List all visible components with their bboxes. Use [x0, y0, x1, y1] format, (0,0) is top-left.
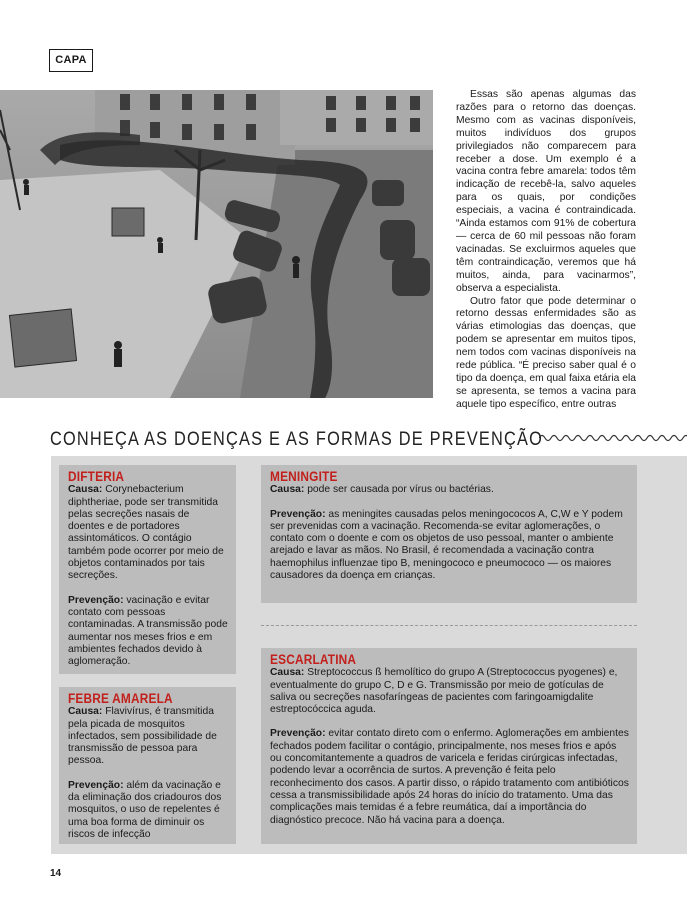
prevention-text: vacinação e evitar contato com pessoas contaminadas. A transmissão pode aumentar nos meses frios e em ambientes fechados devido à aglomeração.: [68, 594, 228, 668]
wavy-line-decoration: [539, 432, 687, 444]
intro-text: [456, 89, 636, 412]
disease-cause: [68, 706, 228, 767]
cause-label: Causa:: [270, 484, 305, 496]
page-number: 14: [50, 868, 62, 879]
section-heading-text: CONHEÇA AS DOENÇAS E AS FORMAS DE PREVENÇÃO: [50, 429, 544, 450]
disease-card-difteria: [59, 465, 236, 674]
cause-text: pode ser causada por vírus ou bactérias.: [304, 484, 494, 496]
prevention-label: Prevenção:: [270, 508, 326, 520]
intro-paragraph: Essas são apenas algumas das razões para o retorno das doenças. Mesmo com as vacinas disponíveis, muitos indivíduos dos grupos privilegiados não comparecem para receber a dose. Um exemplo é a vacina contra febre amarela: todos têm indicação de recebê-la, salvo aqueles para os quais, por condições especiais, a vacina é contraindicada. “Ainda estamos com 91% de cobertura — cerca de 60 mil pessoas não foram vacinadas. Se excluirmos aqueles que têm contraindicação, veremos que há muitos, ainda, para vacinarmos”, observa a especialista.: [456, 89, 636, 294]
disease-title: MENINGITE: [270, 469, 338, 484]
cause-text: Streptococcus ß hemolítico do grupo A (Streptococcus pyogenes) e, eventualmente do grupo C, D e G. Transmissão por meio de gotículas de saliva ou secreções nasofaríngeas de pacientes com faringoamigdalite estreptocóccica aguda.: [270, 667, 618, 716]
disease-title: ESCARLATINA: [270, 652, 357, 667]
disease-title: DIFTERIA: [68, 469, 125, 484]
prevention-label: Prevenção:: [270, 728, 326, 740]
vaccination-queue-photo: [0, 90, 433, 398]
intro-paragraph: Outro fator que pode determinar o retorno dessas enfermidades são as várias etimologias das doenças, que podem se apresentar em muitos tipos, nem todos com vacinas disponíveis na rede pública. “É preciso saber qual é o tipo da doença, em qual faixa etária ela se apresenta, se temos a vacina para aquele tipo específico, entre outras: [456, 295, 636, 410]
disease-cause: [270, 667, 629, 716]
prevention-label: Prevenção:: [68, 594, 124, 606]
disease-cause: [270, 484, 629, 496]
disease-prevention: [270, 728, 629, 826]
vaccination-queue-photo-illustration: [0, 90, 433, 398]
disease-card-febre-amarela: [59, 687, 236, 844]
prevention-text: as meningites causadas pelos meningococos A, C,W e Y podem ser prevenidas com a vacinação. Recomenda-se evitar aglomerações, o contato com o doente e com os objetos de uso pessoal, manter o ambiente arejado e lavar as mãos. No Brasil, é recomendada a vacinação contra haemophilus influenzae tipo B, meningococo e pneumococo — os maiores causadores da doença em crianças.: [270, 508, 623, 582]
cause-text: Flavivírus, é transmitida pela picada de mosquitos infectados, sem possibilidade de transmissão de pessoa para pessoa.: [68, 706, 217, 767]
prevention-label: Prevenção:: [68, 779, 124, 791]
cause-label: Causa:: [68, 484, 103, 496]
cause-label: Causa:: [68, 706, 103, 718]
disease-title: FEBRE AMARELA: [68, 691, 173, 706]
cause-label: Causa:: [270, 667, 305, 679]
disease-card-escarlatina: [261, 648, 637, 844]
disease-prevention: [270, 509, 629, 583]
disease-prevention: [68, 595, 228, 669]
disease-cause: [68, 484, 228, 582]
disease-card-meningite: [261, 465, 637, 603]
prevention-text: além da vacinação e da eliminação dos criadouros dos mosquitos, o uso de repelentes é uma boa forma de diminuir os riscos de infecção: [68, 779, 222, 840]
card-divider: [261, 625, 637, 626]
cause-text: Corynebacterium diphtheriae, pode ser transmitida pelas secreções nasais de doentes e de portadores assintomáticos. O contágio também pode ocorrer por meio de objetos contaminados por tais secreções.: [68, 484, 224, 582]
section-heading: [50, 427, 687, 453]
section-tag: CAPA: [49, 49, 93, 72]
prevention-text: evitar contato direto com o enfermo. Aglomerações em ambientes fechados podem facilitar o contágio, principalmente, nos meses frios e após ou concomitantemente a quadros de varicela e feridas cirúrgicas infectadas, podendo levar a ocorrência de surtos. A prevenção é feita pelo reconhecimento dos casos. A partir disso, o rápido tratamento com antibióticos cessa a transmissibilidade após 24 horas do início do tratamento. Uma das complicações mais temidas é a febre reumática, daí a importância do diagnóstico precoce. Não há vacina para a doença.: [270, 728, 629, 826]
disease-prevention: [68, 780, 228, 841]
